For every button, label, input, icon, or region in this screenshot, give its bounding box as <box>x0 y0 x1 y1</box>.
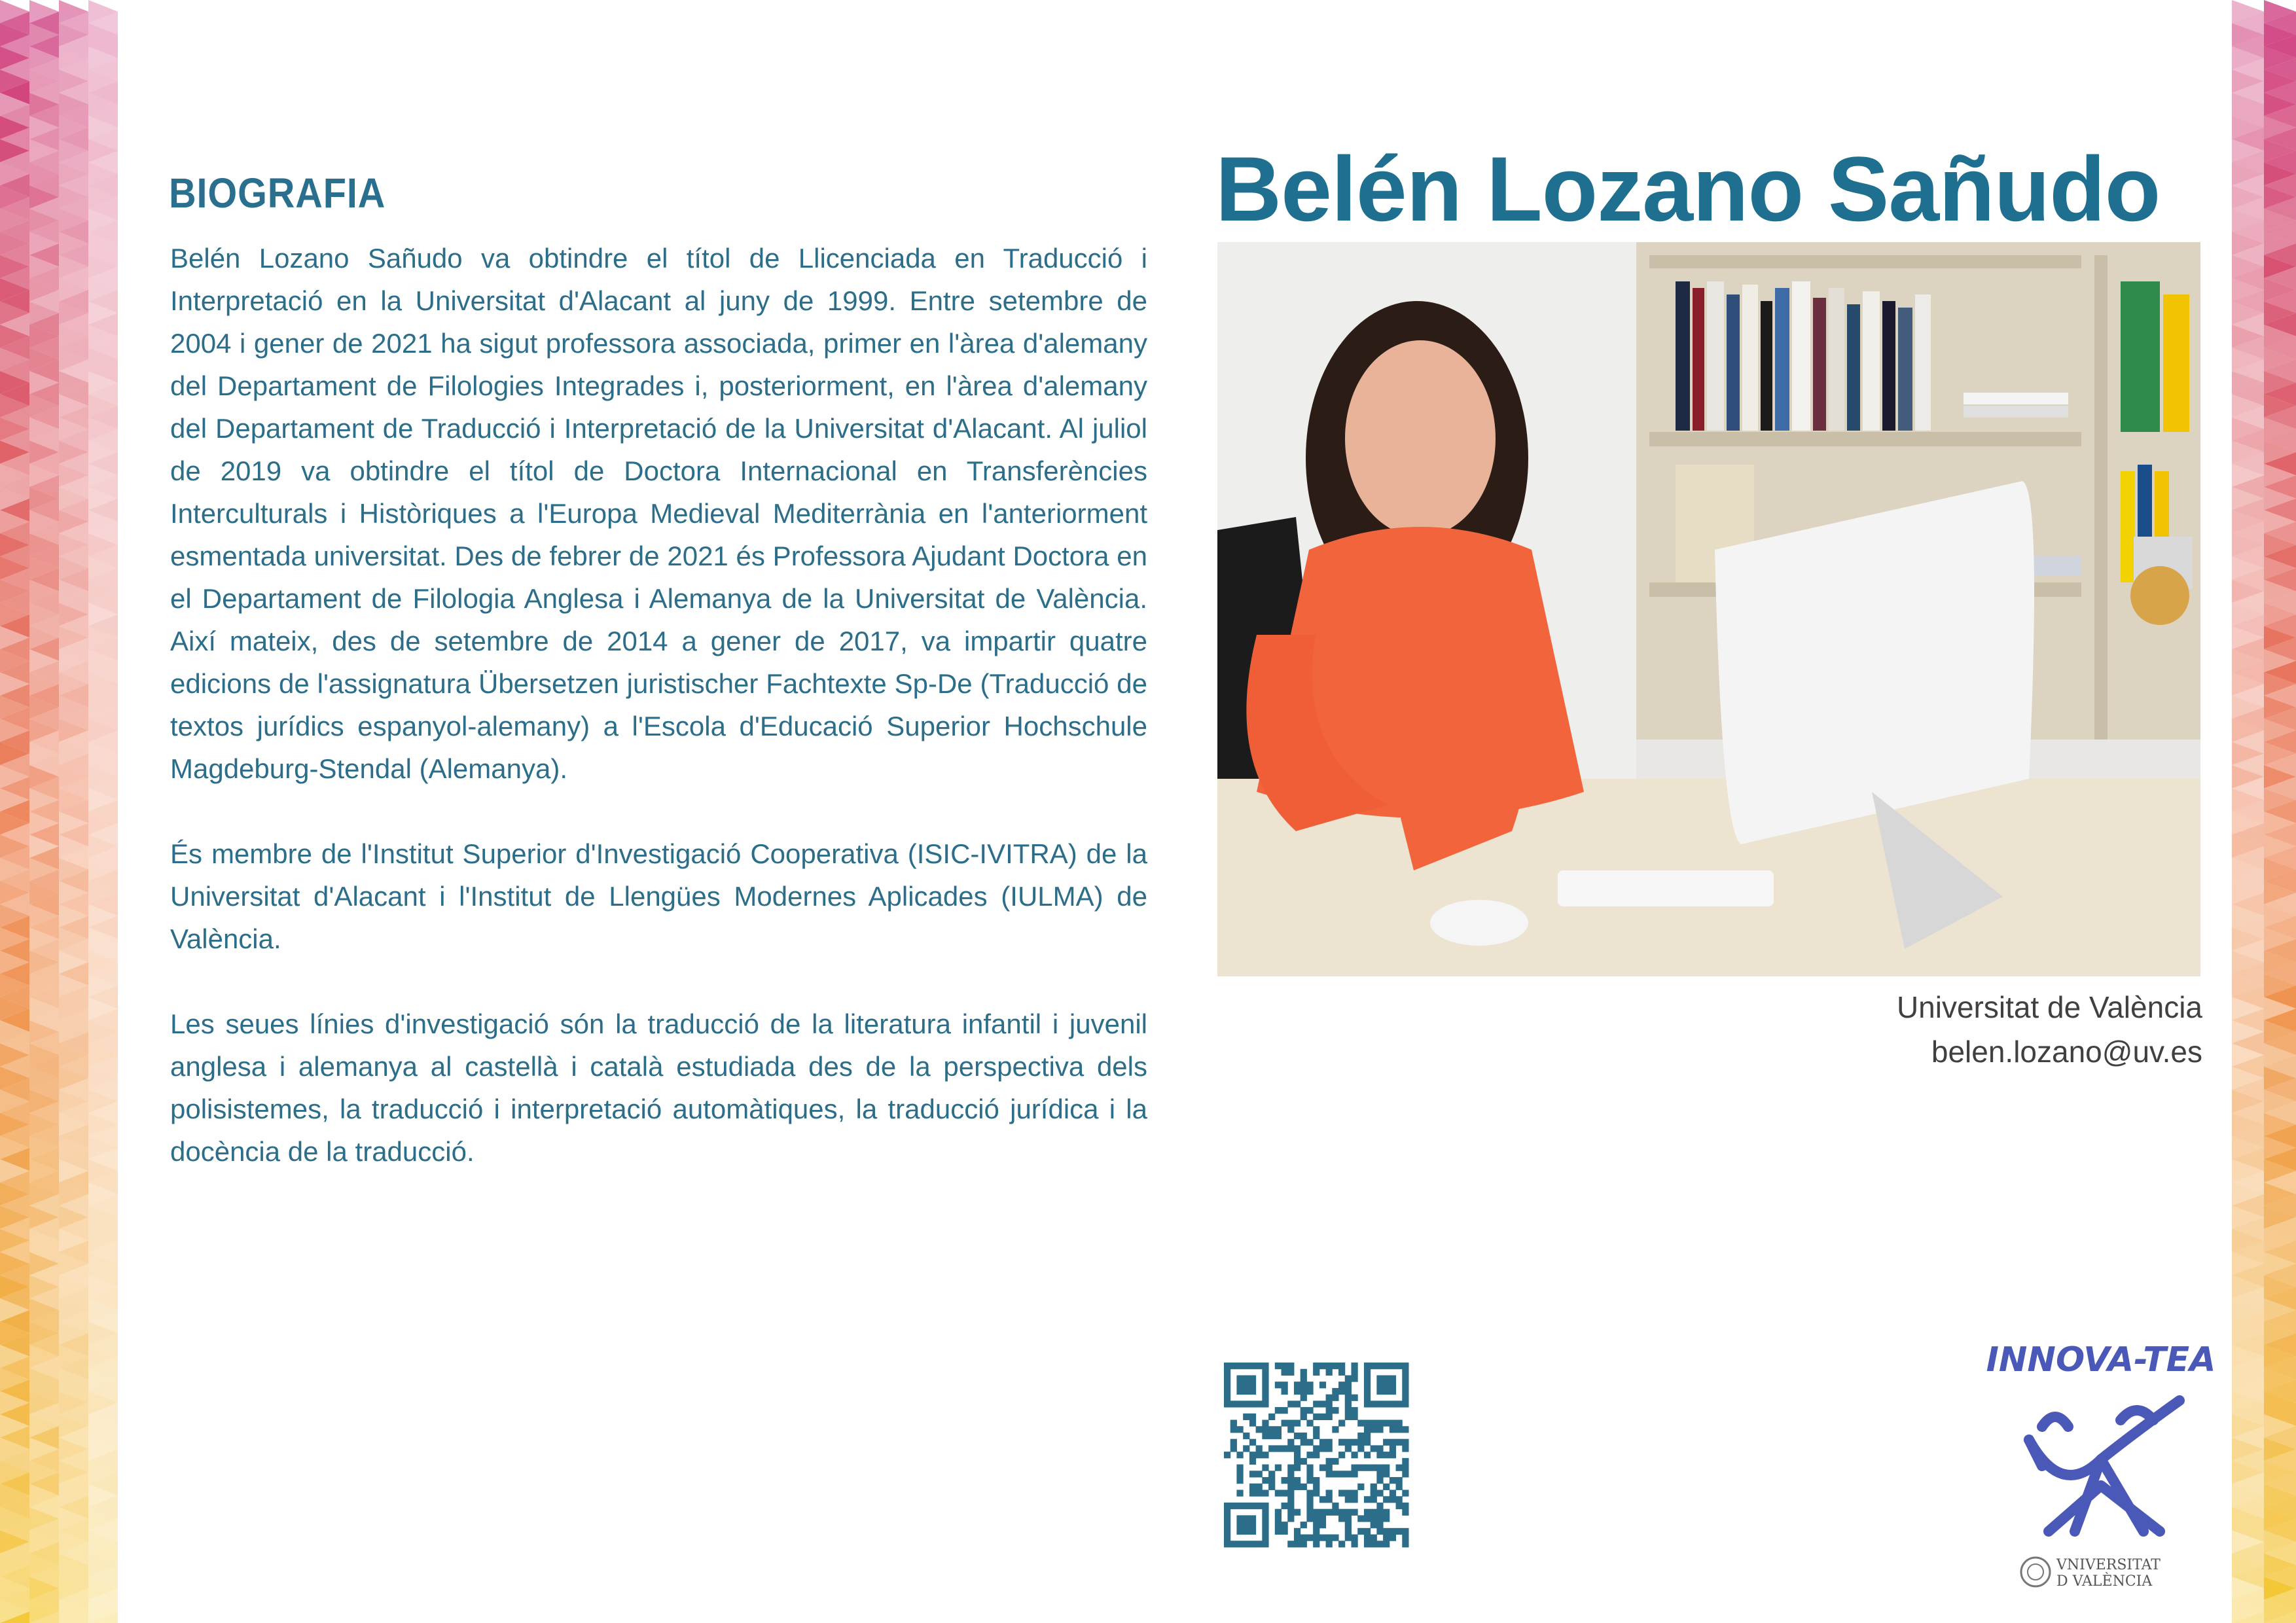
university-name-line1: VNIVERSITAT <box>2056 1557 2161 1573</box>
right-decorative-border <box>2232 0 2296 1623</box>
affiliation <box>1702 985 2202 1074</box>
biography-paragraph: Les seues línies d'investigació són la traducció de la literatura infantil i juvenil anglesa i alemanya al castellà i català estudiada des de la perspectiva dels polisistemes, la traducció i interpretació automàtiques, la traducció jurídica i la docència de la traducció. <box>170 1008 1147 1167</box>
biography-heading: BIOGRAFIA <box>169 169 386 217</box>
innova-tea-logo-title: INNOVA-TEA <box>1986 1340 2216 1380</box>
qr-code <box>1224 1363 1408 1547</box>
institution: Universitat de València <box>1896 990 2202 1024</box>
university-name-line2: D VALÈNCIA <box>2056 1573 2153 1590</box>
person-name: Belén Lozano Sañudo <box>1215 137 2161 240</box>
biography-paragraph: Belén Lozano Sañudo va obtindre el títol de Llicenciada en Traducció i Interpretació en la Universitat d'Alacant al juny de 1999. Entre setembre de 2004 i gener de 2021 ha sigut professora associada, primer en l'àrea d'alemany del Departament de Filologies Integrades i, posteriorment, en l'àrea d'alemany del Departament de Traducció i Interpretació de la Universitat d'Alacant. Al juliol de 2019 va obtindre el títol de Doctora Internacional en Transferències Interculturals i Històriques a l'Europa Medieval Mediterrània en l'anteriorment esmentada universitat. Des de febrer de 2021 és Professora Ajudant Doctora en el Departament de Filologia Anglesa i Alemanya de la Universitat de València. Així mateix, des de setembre de 2014 a gener de 2017, va impartir quatre edicions de l'assignatura Übersetzen juristischer Fachtexte Sp-De (Traducció de textos jurídics espanyol-alemany) a l'Escola d'Educació Superior Hochschule Magdeburg-Stendal (Alemanya). <box>170 243 1147 784</box>
portrait-photo <box>1217 242 2200 976</box>
biography-paragraph: És membre de l'Institut Superior d'Investigació Cooperativa (ISIC-IVITRA) de la Universitat d'Alacant i l'Institut de Llengües Modernes Aplicades (IULMA) de València. <box>170 838 1147 954</box>
innova-tea-logo <box>1986 1335 2216 1590</box>
biography-text <box>170 237 1147 1173</box>
university-seal-icon <box>2021 1558 2050 1586</box>
innova-tea-logo-figures <box>2029 1400 2179 1531</box>
email-address: belen.lozano@uv.es <box>1931 1035 2202 1069</box>
left-decorative-border <box>0 0 118 1623</box>
